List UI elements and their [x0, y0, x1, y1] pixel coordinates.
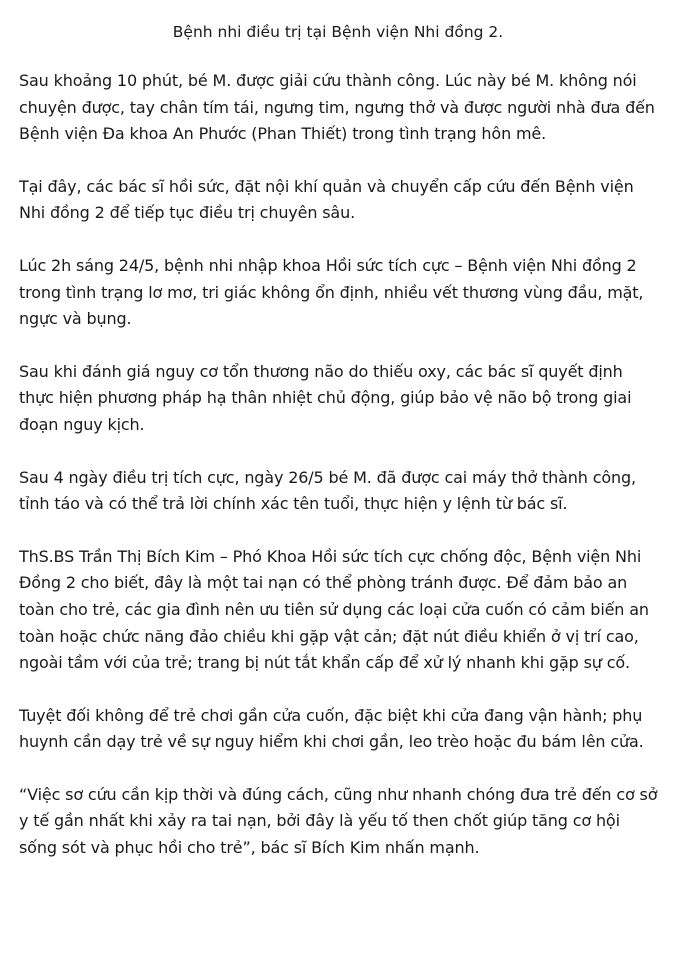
paragraph-admission: Lúc 2h sáng 24/5, bệnh nhi nhập khoa Hồi sức tích cực – Bệnh viện Nhi đồng 2 trong tình trạng lơ mơ, tri giác không ổn định, nhiều vết thương vùng đầu, mặt, ngực và bụng. — [19, 255, 644, 329]
paragraph-transfer: Tại đây, các bác sĩ hồi sức, đặt nội khí quản và chuyển cấp cứu đến Bệnh viện Nhi đồng 2 để tiếp tục điều trị chuyên sâu. — [19, 176, 634, 223]
image-caption: Bệnh nhi điều trị tại Bệnh viện Nhi đồng 2. — [172, 23, 504, 41]
paragraph-hypothermia: Sau khi đánh giá nguy cơ tổn thương não do thiếu oxy, các bác sĩ quyết định thực hiện phương pháp hạ thân nhiệt chủ động, giúp bảo vệ não bộ trong giai đoạn nguy kịch. — [19, 361, 632, 434]
paragraph-safety-warning: Tuyệt đối không để trẻ chơi gần cửa cuốn, đặc biệt khi cửa đang vận hành; phụ huynh cần dạy trẻ về sự nguy hiểm khi chơi gần, leo trèo hoặc đu bám lên cửa. — [19, 705, 644, 752]
paragraph-recovery: Sau 4 ngày điều trị tích cực, ngày 26/5 bé M. đã được cai máy thở thành công, tỉnh táo và có thể trả lời chính xác tên tuổi, thực hiện y lệnh từ bác sĩ. — [19, 467, 636, 514]
paragraph-doctor-advice: ThS.BS Trần Thị Bích Kim – Phó Khoa Hồi sức tích cực chống độc, Bệnh viện Nhi Đồng 2 cho biết, đây là một tai nạn có thể phòng tránh được. Để đảm bảo an toàn cho trẻ, các gia đình nên ưu tiên sử dụng các loại cửa cuốn có cảm biến an toàn hoặc chức năng đảo chiều khi gặp vật cản; đặt nút điều khiển ở vị trí cao, ngoài tầm với của trẻ; trang bị nút tắt khẩn cấp để xử lý nhanh khi gặp sự cố. — [19, 546, 649, 673]
paragraph-quote: “Việc sơ cứu cần kịp thời và đúng cách, cũng như nhanh chóng đưa trẻ đến cơ sở y tế gần nhất khi xảy ra tai nạn, bởi đây là yếu tố then chốt giúp tăng cơ hội sống sót và phục hồi cho trẻ”, bác sĩ Bích Kim nhấn mạnh. — [19, 784, 658, 858]
paragraph-rescue: Sau khoảng 10 phút, bé M. được giải cứu thành công. Lúc này bé M. không nói chuyện được, tay chân tím tái, ngưng tim, ngưng thở và được người nhà đưa đến Bệnh viện Đa khoa An Phước (Phan Thiết) trong tình trạng hôn mê. — [19, 71, 655, 144]
